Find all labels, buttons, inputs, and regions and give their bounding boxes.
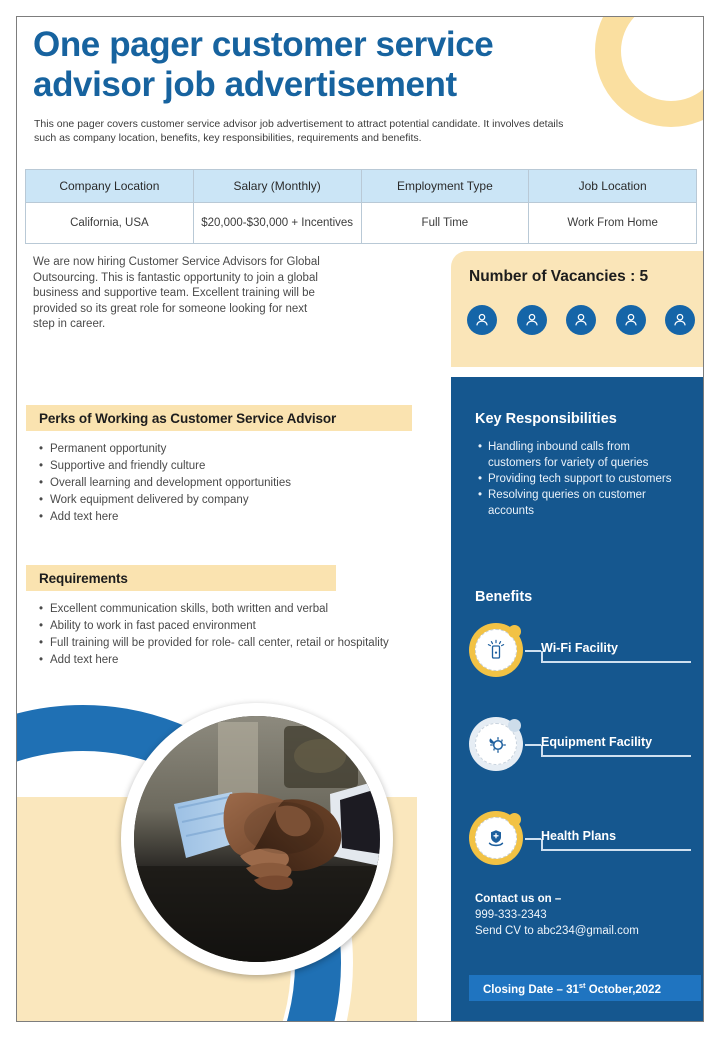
benefit-label: Equipment Facility	[541, 735, 653, 749]
list-item: • Add text here	[50, 652, 410, 669]
person-icon	[467, 305, 497, 335]
connector-line	[525, 838, 541, 840]
decorative-ring-top-right	[595, 16, 704, 127]
benefit-label: Health Plans	[541, 829, 617, 843]
list-item: • Supportive and friendly culture	[50, 458, 425, 475]
benefit-label: Wi-Fi Facility	[541, 641, 618, 655]
contact-email: Send CV to abc234@gmail.com	[475, 925, 639, 937]
list-item: • Work equipment delivered by company	[50, 492, 425, 509]
closing-date-bar	[469, 975, 701, 1001]
requirements-heading-bar	[26, 565, 336, 591]
connector-underline	[541, 661, 691, 663]
health-shield-badge	[469, 811, 523, 865]
list-item: • Excellent communication skills, both written and verbal	[50, 601, 410, 618]
wifi-phone-badge	[469, 623, 523, 677]
perks-list	[35, 441, 425, 526]
list-item: • Permanent opportunity	[50, 441, 425, 458]
table-header-row	[26, 170, 697, 203]
intro-paragraph: We are now hiring Customer Service Advisors for Global Outsourcing. This is fantastic opportunity to join a global business and supportive team. Excellent training will be provided so its great role for someone looking for next step in career.	[33, 256, 320, 331]
connector-underline	[541, 849, 691, 851]
one-pager-document	[16, 16, 704, 1022]
requirements-heading-label: Requirements	[39, 570, 128, 586]
handshake-photo-frame	[121, 703, 393, 975]
column-header-employment-type: Employment Type	[361, 170, 529, 203]
list-item: • Overall learning and development opportunities	[50, 475, 425, 492]
contact-phone: 999-333-2343	[475, 909, 547, 921]
key-responsibilities-heading: Key Responsibilities	[475, 411, 617, 427]
cell-company-location: California, USA	[26, 203, 194, 244]
list-item: • Add text here	[50, 509, 425, 526]
page-title: One pager customer service advisor job advertisement	[33, 25, 494, 104]
handshake-illustration	[134, 716, 380, 962]
right-blue-panel	[451, 377, 704, 1022]
list-item: • Resolving queries on customer accounts	[488, 487, 684, 519]
benefit-item-equipment	[469, 717, 704, 775]
person-icon	[616, 305, 646, 335]
list-item: • Providing tech support to customers	[488, 471, 684, 487]
job-info-table	[25, 169, 697, 244]
contact-heading: Contact us on –	[475, 893, 562, 905]
gear-wrench-badge	[469, 717, 523, 771]
closing-date-text	[483, 981, 661, 996]
perks-heading-label: Perks of Working as Customer Service Advisor	[39, 410, 337, 426]
column-header-company-location: Company Location	[26, 170, 194, 203]
benefit-item-wifi	[469, 623, 704, 681]
table-row	[26, 203, 697, 244]
person-icon	[665, 305, 695, 335]
connector-line	[525, 650, 541, 652]
list-item: • Ability to work in fast paced environment	[50, 618, 410, 635]
cell-salary: $20,000-$30,000 + Incentives	[193, 203, 361, 244]
closing-date-sup: st	[578, 980, 586, 990]
benefit-item-health	[469, 811, 704, 869]
requirements-list	[35, 601, 410, 669]
cell-employment-type: Full Time	[361, 203, 529, 244]
vacancies-panel	[451, 251, 704, 367]
contact-block	[475, 891, 639, 939]
connector-underline	[541, 755, 691, 757]
perks-heading-bar	[26, 405, 412, 431]
vacancies-icon-row	[467, 305, 695, 335]
closing-date-prefix: Closing Date – 31	[483, 983, 579, 996]
person-icon	[517, 305, 547, 335]
list-item: • Full training will be provided for role- call center, retail or hospitality	[50, 635, 410, 652]
key-responsibilities-list	[476, 439, 684, 519]
cell-job-location: Work From Home	[529, 203, 697, 244]
benefits-heading: Benefits	[475, 589, 533, 605]
person-icon	[566, 305, 596, 335]
page-subtitle: This one pager covers customer service advisor job advertisement to attract potential candidate. It involves details such as company location, benefits, key responsibilities, requirements and benefits.	[34, 118, 564, 144]
vacancies-label: Number of Vacancies : 5	[469, 268, 649, 285]
column-header-salary: Salary (Monthly)	[193, 170, 361, 203]
connector-line	[525, 744, 541, 746]
closing-date-suffix: October,2022	[585, 983, 661, 996]
column-header-job-location: Job Location	[529, 170, 697, 203]
list-item: • Handling inbound calls from customers for variety of queries	[488, 439, 684, 471]
handshake-photo	[134, 716, 380, 962]
